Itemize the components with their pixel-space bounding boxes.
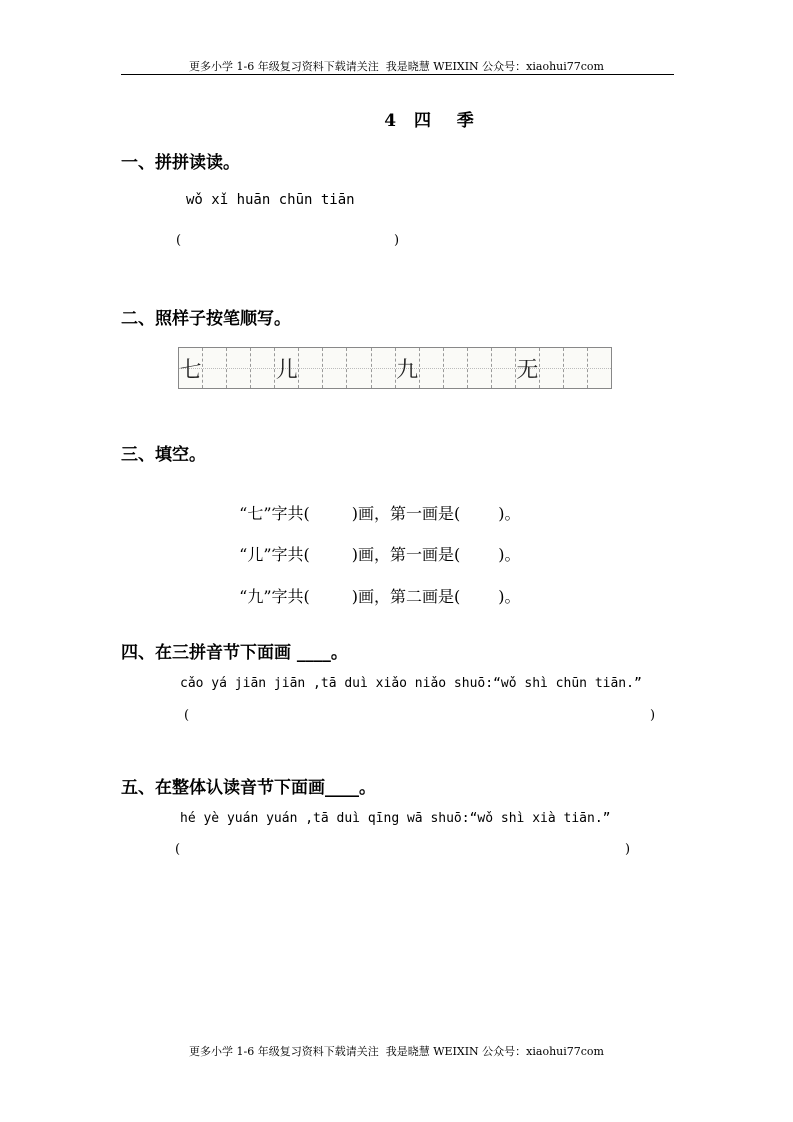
grid-char: 九 [396, 357, 419, 383]
grid-cell-empty[interactable] [492, 348, 516, 388]
grid-cell-empty[interactable] [372, 348, 396, 388]
section-5-paren-open: ( [175, 842, 181, 857]
section-1-paren-open: ( [176, 233, 182, 248]
fill-line-1-b: )画，第一画是( [351, 504, 461, 523]
section-2-heading: 二、照样子按笔顺写。 [121, 309, 291, 329]
section-3-heading: 三、填空。 [121, 445, 206, 465]
fill-line-2-a: “儿”字共( [239, 545, 310, 564]
grid-char: 七 [179, 357, 202, 383]
stroke-order-grid [178, 347, 612, 389]
section-5-heading: 五、在整体认读音节下面画____。 [121, 778, 376, 798]
grid-char: 无 [516, 357, 539, 383]
fill-line-3 [229, 565, 521, 607]
fill-line-1-c: )。 [498, 504, 521, 523]
fill-line-3-c: )。 [498, 587, 521, 606]
fill-line-2-b: )画，第一画是( [351, 545, 461, 564]
grid-char: 儿 [275, 357, 298, 383]
grid-cell-empty[interactable] [347, 348, 371, 388]
grid-cell-char [396, 348, 420, 388]
section-5-paren-close: ) [625, 842, 631, 857]
section-4-pinyin: cǎo yá jiān jiān ,tā duì xiǎo niǎo shuō:“wǒ shì chūn tiān.” [180, 676, 642, 691]
grid-cell-empty[interactable] [444, 348, 468, 388]
grid-cell-empty[interactable] [323, 348, 347, 388]
grid-cell-empty[interactable] [420, 348, 444, 388]
section-4-paren-close: ) [650, 708, 656, 723]
page-footer: 更多小学 1-6 年级复习资料下载请关注 我是晓慧 WEIXIN 公众号：xiaohui77com [189, 1045, 604, 1058]
grid-cell-char [179, 348, 203, 388]
grid-cell-empty[interactable] [203, 348, 227, 388]
fill-line-2 [229, 523, 521, 565]
grid-cell-char [275, 348, 299, 388]
section-5-pinyin: hé yè yuán yuán ,tā duì qīng wā shuō:“wǒ shì xià tiān.” [180, 811, 611, 826]
section-1-paren-close: ) [394, 233, 400, 248]
fill-line-2-c: )。 [498, 545, 521, 564]
page-header: 更多小学 1-6 年级复习资料下载请关注 我是晓慧 WEIXIN 公众号：xiaohui77com [189, 60, 604, 73]
grid-cell-empty[interactable] [251, 348, 275, 388]
section-1-pinyin: wǒ xǐ huān chūn tiān [186, 192, 355, 208]
grid-cell-char [516, 348, 540, 388]
grid-cell-empty[interactable] [468, 348, 492, 388]
grid-cell-empty[interactable] [299, 348, 323, 388]
grid-cell-empty[interactable] [227, 348, 251, 388]
grid-cell-empty[interactable] [588, 348, 611, 388]
fill-line-3-b: )画，第二画是( [351, 587, 461, 606]
page-title: 4 四 季 [384, 111, 476, 131]
section-1-heading: 一、拼拼读读。 [121, 153, 240, 173]
header-rule [121, 74, 674, 75]
section-4-heading: 四、在三拼音节下面画 ____。 [121, 643, 348, 663]
fill-line-1 [229, 482, 521, 524]
section-4-paren-open: ( [184, 708, 190, 723]
grid-cell-empty[interactable] [540, 348, 564, 388]
grid-cell-empty[interactable] [564, 348, 588, 388]
fill-line-3-a: “九”字共( [239, 587, 310, 606]
fill-line-1-a: “七”字共( [239, 504, 310, 523]
